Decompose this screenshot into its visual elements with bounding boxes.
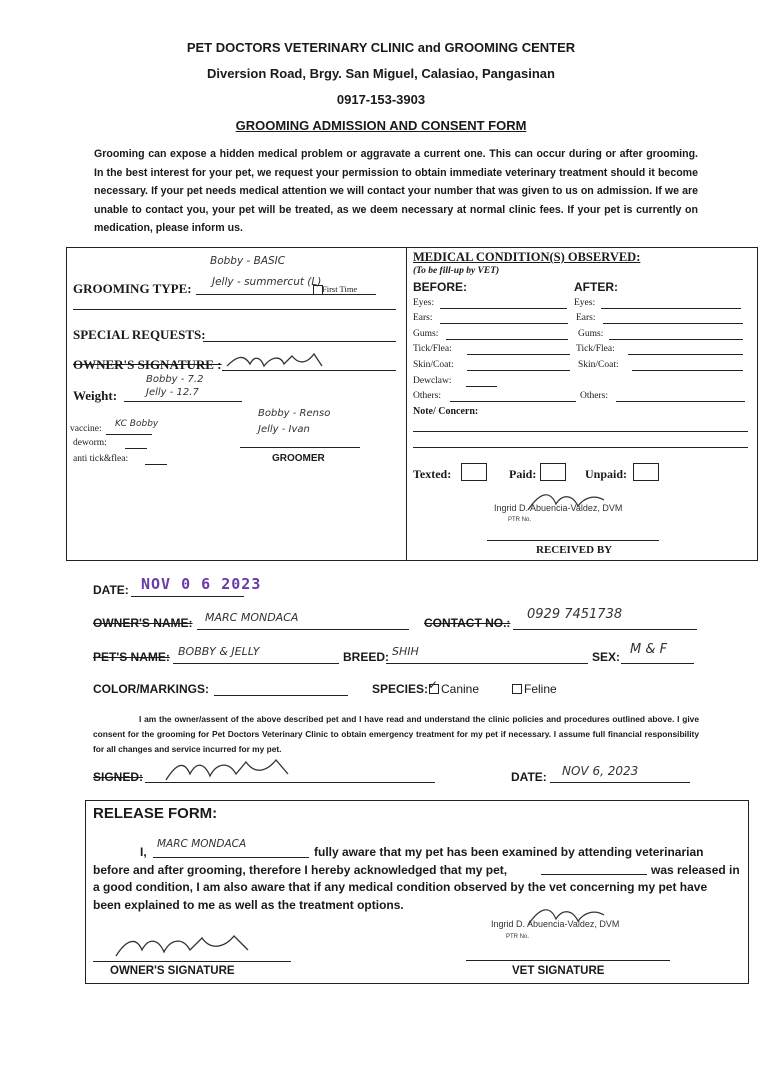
signed-label: SIGNED: bbox=[93, 770, 144, 784]
note-label: Note/ Concern: bbox=[413, 406, 479, 417]
others-after-line bbox=[616, 401, 745, 402]
owner-signature-release bbox=[108, 930, 258, 960]
antitick-label: anti tick&flea: bbox=[73, 454, 129, 464]
skincoat-after-line bbox=[632, 370, 743, 371]
eyes-before-label: Eyes: bbox=[413, 298, 435, 308]
date2-label: DATE: bbox=[511, 770, 547, 784]
antitick-line bbox=[145, 464, 167, 465]
owner-signature-bottom bbox=[160, 756, 300, 786]
pet-name-label: PET'S NAME: bbox=[93, 650, 170, 664]
ears-after-line bbox=[603, 323, 743, 324]
eyes-after-line bbox=[601, 308, 741, 309]
unpaid-checkbox[interactable] bbox=[633, 463, 659, 481]
paid-checkbox[interactable] bbox=[540, 463, 566, 481]
skincoat-before-label: Skin/Coat: bbox=[413, 360, 454, 370]
weight-label: Weight: bbox=[73, 388, 118, 403]
box-divider bbox=[406, 247, 407, 560]
tickflea-before-label: Tick/Flea: bbox=[413, 344, 452, 354]
skincoat-after-label: Skin/Coat: bbox=[578, 360, 619, 370]
vaccine-handwriting: KC Bobby bbox=[115, 419, 159, 429]
form-title: GROOMING ADMISSION AND CONSENT FORM bbox=[235, 118, 527, 133]
date-line bbox=[131, 596, 244, 597]
release-name-handwriting: MARC MONDACA bbox=[157, 838, 247, 850]
paid-label: Paid: bbox=[509, 467, 537, 481]
vet-stamp-bottom: Ingrid D. Abuencia-Valdez, DVM bbox=[491, 919, 620, 929]
clinic-phone: 0917-153-3903 bbox=[336, 92, 426, 107]
release-name-line bbox=[153, 857, 309, 858]
gums-after-label: Gums: bbox=[578, 329, 604, 339]
eyes-before-line bbox=[440, 308, 567, 309]
weight-handwriting-1: Bobby - 7.2 bbox=[146, 374, 204, 385]
groomer-handwriting-1: Bobby - Renso bbox=[258, 408, 331, 419]
others-after-label: Others: bbox=[580, 391, 608, 401]
received-by-label: RECEIVED BY bbox=[536, 544, 613, 556]
clinic-address: Diversion Road, Brgy. San Miguel, Calasiao, Pangasinan bbox=[207, 66, 555, 81]
grooming-handwriting-2: Jelly - summercut (L) bbox=[212, 276, 322, 288]
breed-line bbox=[386, 663, 588, 664]
medical-title: MEDICAL CONDITION(S) OBSERVED: bbox=[413, 250, 641, 264]
breed-label: BREED: bbox=[343, 650, 390, 664]
owner-signature-scribble bbox=[222, 350, 332, 374]
ears-before-label: Ears: bbox=[413, 313, 433, 323]
grooming-type-label: GROOMING TYPE: bbox=[73, 281, 192, 296]
special-requests-line bbox=[203, 341, 396, 342]
ptr-bottom: PTR No. bbox=[506, 934, 530, 940]
weight-handwriting-2: Jelly - 12.7 bbox=[146, 387, 199, 398]
ears-before-line bbox=[440, 323, 568, 324]
sex-label: SEX: bbox=[592, 650, 621, 664]
groomer-label: GROOMER bbox=[272, 453, 325, 464]
release-text-1: fully aware that my pet has been examined by attending veterinarian bbox=[314, 845, 704, 859]
date2-handwriting: NOV 6, 2023 bbox=[562, 764, 639, 778]
dewclaw-label: Dewclaw: bbox=[413, 376, 452, 386]
clinic-name: PET DOCTORS VETERINARY CLINIC and GROOMING CENTER bbox=[186, 40, 576, 55]
vaccine-line bbox=[106, 434, 152, 435]
vet-stamp-top: Ingrid D. Abuencia-Valdez, DVM bbox=[494, 503, 623, 513]
gums-before-line bbox=[446, 339, 568, 340]
grooming-handwriting-1: Bobby - BASIC bbox=[210, 255, 286, 267]
after-label: AFTER: bbox=[574, 280, 618, 294]
feline-checkbox[interactable] bbox=[512, 684, 522, 694]
note-line-1 bbox=[413, 431, 748, 432]
canine-label: Canine bbox=[441, 682, 480, 696]
vet-sig-line bbox=[466, 960, 670, 961]
others-before-line bbox=[450, 401, 576, 402]
pet-name-handwriting: BOBBY & JELLY bbox=[178, 645, 260, 658]
vaccine-label: vaccine: bbox=[70, 424, 102, 434]
unpaid-label: Unpaid: bbox=[585, 467, 628, 481]
tickflea-before-line bbox=[467, 354, 570, 355]
species-label: SPECIES: bbox=[372, 682, 429, 696]
release-i: I, bbox=[140, 845, 147, 859]
ears-after-label: Ears: bbox=[576, 313, 596, 323]
sex-handwriting: M & F bbox=[630, 642, 668, 657]
owner-name-line bbox=[197, 629, 409, 630]
note-line-2 bbox=[413, 447, 748, 448]
dewclaw-line bbox=[466, 386, 497, 387]
pet-name-line bbox=[173, 663, 339, 664]
owner-name-handwriting: MARC MONDACA bbox=[205, 611, 299, 624]
sex-line bbox=[621, 663, 694, 664]
owner-signature-label: OWNER'S SIGNATURE : bbox=[73, 357, 222, 372]
grooming-line-2 bbox=[73, 309, 396, 310]
deworm-line bbox=[125, 448, 147, 449]
skincoat-before-line bbox=[467, 370, 570, 371]
first-time-label: First Time bbox=[322, 284, 358, 294]
vet-signature-label: VET SIGNATURE bbox=[512, 965, 605, 977]
before-label: BEFORE: bbox=[413, 280, 467, 294]
special-requests-label: SPECIAL REQUESTS: bbox=[73, 327, 206, 342]
medical-subtitle: (To be fill-up by VET) bbox=[413, 266, 500, 276]
owner-sig-line bbox=[93, 961, 291, 962]
groomer-line bbox=[240, 447, 360, 448]
release-text-4: been explained to me as well as the treatment options. bbox=[93, 898, 404, 912]
groomer-handwriting-2: Jelly - Ivan bbox=[258, 424, 310, 435]
release-pet-line bbox=[541, 874, 647, 875]
others-before-label: Others: bbox=[413, 391, 441, 401]
contact-label: CONTACT NO.: bbox=[424, 616, 511, 630]
deworm-label: deworm: bbox=[73, 438, 107, 448]
color-label: COLOR/MARKINGS: bbox=[93, 682, 209, 696]
ptr-top: PTR No. bbox=[508, 517, 532, 523]
canine-check-icon: ✓ bbox=[428, 678, 439, 692]
breed-handwriting: SHIH bbox=[392, 645, 419, 658]
date-label: DATE: bbox=[93, 583, 129, 597]
intro-paragraph: Grooming can expose a hidden medical problem or aggravate a current one. This can occur during or after grooming. In the best interest for your pet, we request your permission to obtain immediate veterinary treatment should it become necessary. If your pet needs medical attention we will contact your number that was given to us on admission. If we are unable to contact you, your pet will be treated, as we deem necessary at normal clinic fees. If your pet is currently on medication, please inform us. bbox=[94, 148, 698, 234]
owner-name-label: OWNER'S NAME: bbox=[93, 616, 193, 630]
weight-line bbox=[124, 401, 242, 402]
owner-signature-label-bottom: OWNER'S SIGNATURE bbox=[110, 965, 235, 977]
texted-label: Texted: bbox=[413, 467, 452, 481]
release-text-3: a good condition, I am also aware that if any medical condition observed by the vet concerning my pet have bbox=[93, 880, 708, 894]
date2-line bbox=[550, 782, 690, 783]
release-text-2b: was released in bbox=[651, 863, 740, 877]
received-by-line bbox=[487, 540, 659, 541]
tickflea-after-line bbox=[628, 354, 743, 355]
gums-before-label: Gums: bbox=[413, 329, 439, 339]
feline-label: Feline bbox=[524, 682, 557, 696]
contact-line bbox=[513, 629, 697, 630]
gums-after-line bbox=[609, 339, 743, 340]
grooming-type-line bbox=[196, 294, 376, 295]
release-text-2: before and after grooming, therefore I hereby acknowledged that my pet, bbox=[93, 863, 508, 877]
texted-checkbox[interactable] bbox=[461, 463, 487, 481]
color-line bbox=[214, 695, 348, 696]
tickflea-after-label: Tick/Flea: bbox=[576, 344, 615, 354]
release-title: RELEASE FORM: bbox=[93, 805, 218, 822]
date-stamp: NOV 0 6 2023 bbox=[141, 575, 262, 593]
consent-paragraph: I am the owner/assent of the above described pet and I have read and understand the clinic policies and procedures outlined above. I give consent for the grooming for Pet Doctors Veterinary Clinic to obtain emergency treatment for my pet if necessary. I assume full financial responsibility for all changes and service incurred for my pet. bbox=[93, 714, 699, 754]
eyes-after-label: Eyes: bbox=[574, 298, 596, 308]
contact-handwriting: 0929 7451738 bbox=[527, 607, 623, 622]
